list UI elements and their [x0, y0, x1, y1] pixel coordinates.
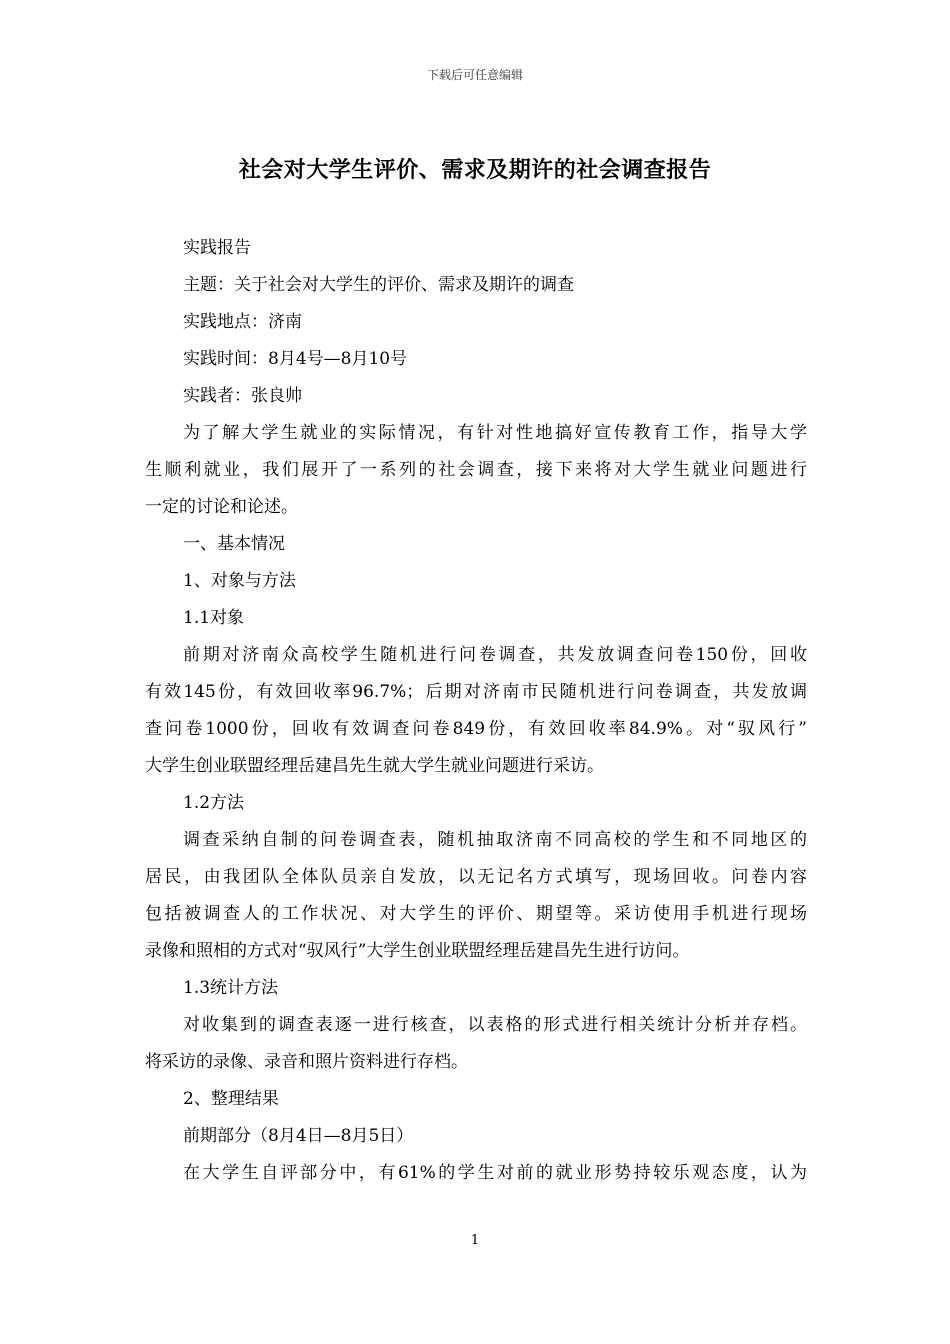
intro-paragraph-line: 一定的讨论和论述。 — [145, 497, 298, 517]
location-line: 实践地点：济南 — [183, 312, 302, 332]
section-heading: 一、基本情况 — [183, 534, 285, 554]
intro-paragraph-line: 生顺利就业，我们展开了一系列的社会调查，接下来将对大学生就业问题进行 — [145, 460, 807, 480]
document-body — [145, 230, 807, 1192]
object-paragraph-line: 有效145份，有效回收率96.7%；后期对济南市民随机进行问卷调查，共发放调 — [145, 682, 807, 702]
subsection-heading: 1.3统计方法 — [183, 978, 279, 998]
report-type-line: 实践报告 — [183, 238, 251, 258]
document-title: 社会对大学生评价、需求及期许的社会调查报告 — [238, 158, 712, 183]
phase-heading: 前期部分（8月4日—8月5日） — [183, 1126, 414, 1146]
object-paragraph-line: 前期对济南众高校学生随机进行问卷调查，共发放调查问卷150份，回收 — [183, 645, 807, 665]
time-line: 实践时间：8月4号—8月10号 — [183, 349, 408, 369]
intro-paragraph-line: 为了解大学生就业的实际情况，有针对性地搞好宣传教育工作，指导大学 — [183, 423, 807, 443]
result-paragraph-line: 在大学生自评部分中，有61%的学生对前的就业形势持较乐观态度，认为 — [183, 1163, 807, 1183]
page-number: 1 — [470, 1233, 480, 1248]
method-paragraph-line: 包括被调查人的工作状况、对大学生的评价、期望等。采访使用手机进行现场 — [145, 904, 807, 924]
stats-paragraph-line: 对收集到的调查表逐一进行核查，以表格的形式进行相关统计分析并存档。 — [183, 1015, 807, 1035]
section-heading: 2、整理结果 — [183, 1089, 279, 1109]
method-paragraph-line: 居民，由我团队全体队员亲自发放，以无记名方式填写，现场回收。问卷内容 — [145, 867, 807, 887]
method-paragraph-line: 调查采纳自制的问卷调查表，随机抽取济南不同高校的学生和不同地区的 — [183, 830, 807, 850]
subsection-heading: 1.1对象 — [183, 608, 245, 628]
subsection-heading: 1、对象与方法 — [183, 571, 296, 591]
method-paragraph-line: 录像和照相的方式对“驭风行”大学生创业联盟经理岳建昌先生进行访问。 — [145, 941, 690, 961]
stats-paragraph-line: 将采访的录像、录音和照片资料进行存档。 — [145, 1052, 468, 1072]
theme-line: 主题：关于社会对大学生的评价、需求及期许的调查 — [183, 275, 574, 295]
header-note: 下载后可任意编辑 — [426, 68, 523, 82]
object-paragraph-line: 查问卷1000份，回收有效调查问卷849份，有效回收率84.9%。对“驭风行” — [145, 719, 807, 739]
subsection-heading: 1.2方法 — [183, 793, 245, 813]
object-paragraph-line: 大学生创业联盟经理岳建昌先生就大学生就业问题进行采访。 — [145, 756, 604, 776]
author-line: 实践者：张良帅 — [183, 386, 302, 406]
